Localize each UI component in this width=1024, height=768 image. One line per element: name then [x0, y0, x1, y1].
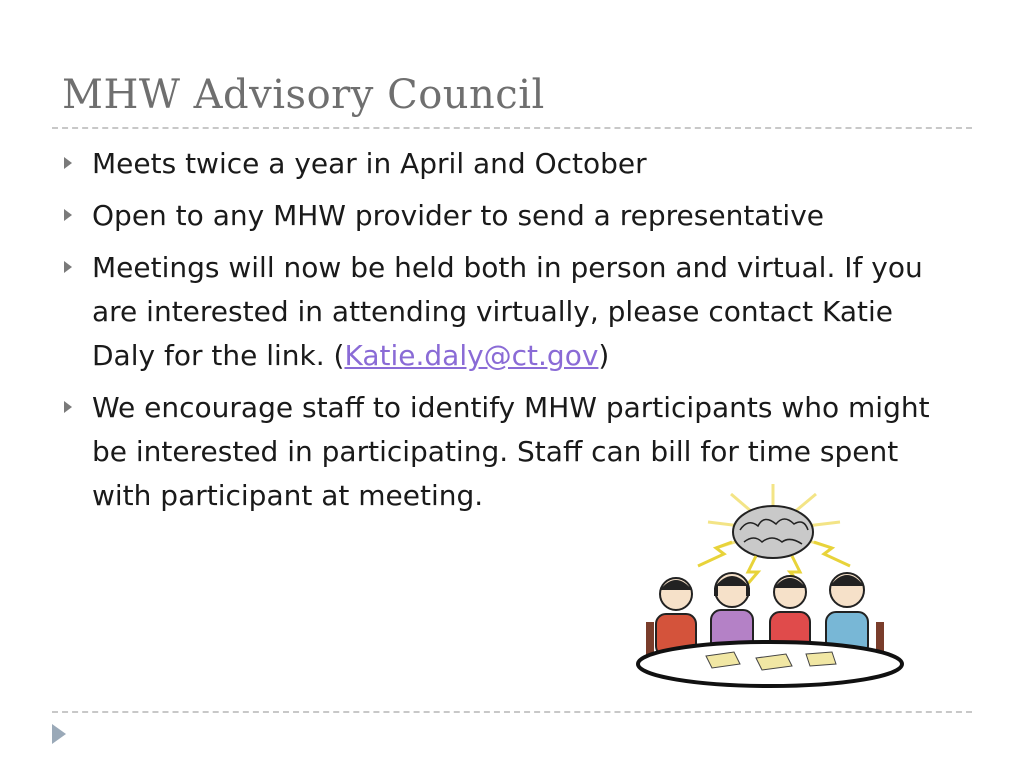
next-slide-arrow-icon[interactable] [52, 724, 66, 744]
bullet-arrow-icon [64, 261, 72, 273]
bullet-text: Open to any MHW provider to send a representative [92, 199, 825, 232]
bullet-arrow-icon [64, 209, 72, 221]
bullet-text: We encourage staff to identify MHW participants who might be interested in participating. Staff can bill for time spent with participant at meeting. [92, 391, 930, 512]
title-divider [52, 127, 972, 129]
meeting-brainstorm-clipart [636, 482, 910, 692]
bullet-item [62, 246, 962, 378]
bullet-item [62, 194, 962, 238]
bullet-list [62, 142, 962, 526]
bullet-arrow-icon [64, 401, 72, 413]
brain-icon [733, 506, 813, 558]
bullet-text: Meetings will now be held both in person and virtual. If you are interested in attending virtually, please contact Katie Daly for the link. ( [92, 251, 923, 372]
bullet-text-suffix: ) [598, 339, 610, 372]
bullet-item [62, 142, 962, 186]
bullet-text: Meets twice a year in April and October [92, 147, 647, 180]
footer-divider [52, 711, 972, 713]
bullet-arrow-icon [64, 157, 72, 169]
email-link[interactable]: Katie.daly@ct.gov [344, 339, 599, 372]
slide-title: MHW Advisory Council [62, 72, 545, 118]
person-1 [656, 578, 696, 656]
